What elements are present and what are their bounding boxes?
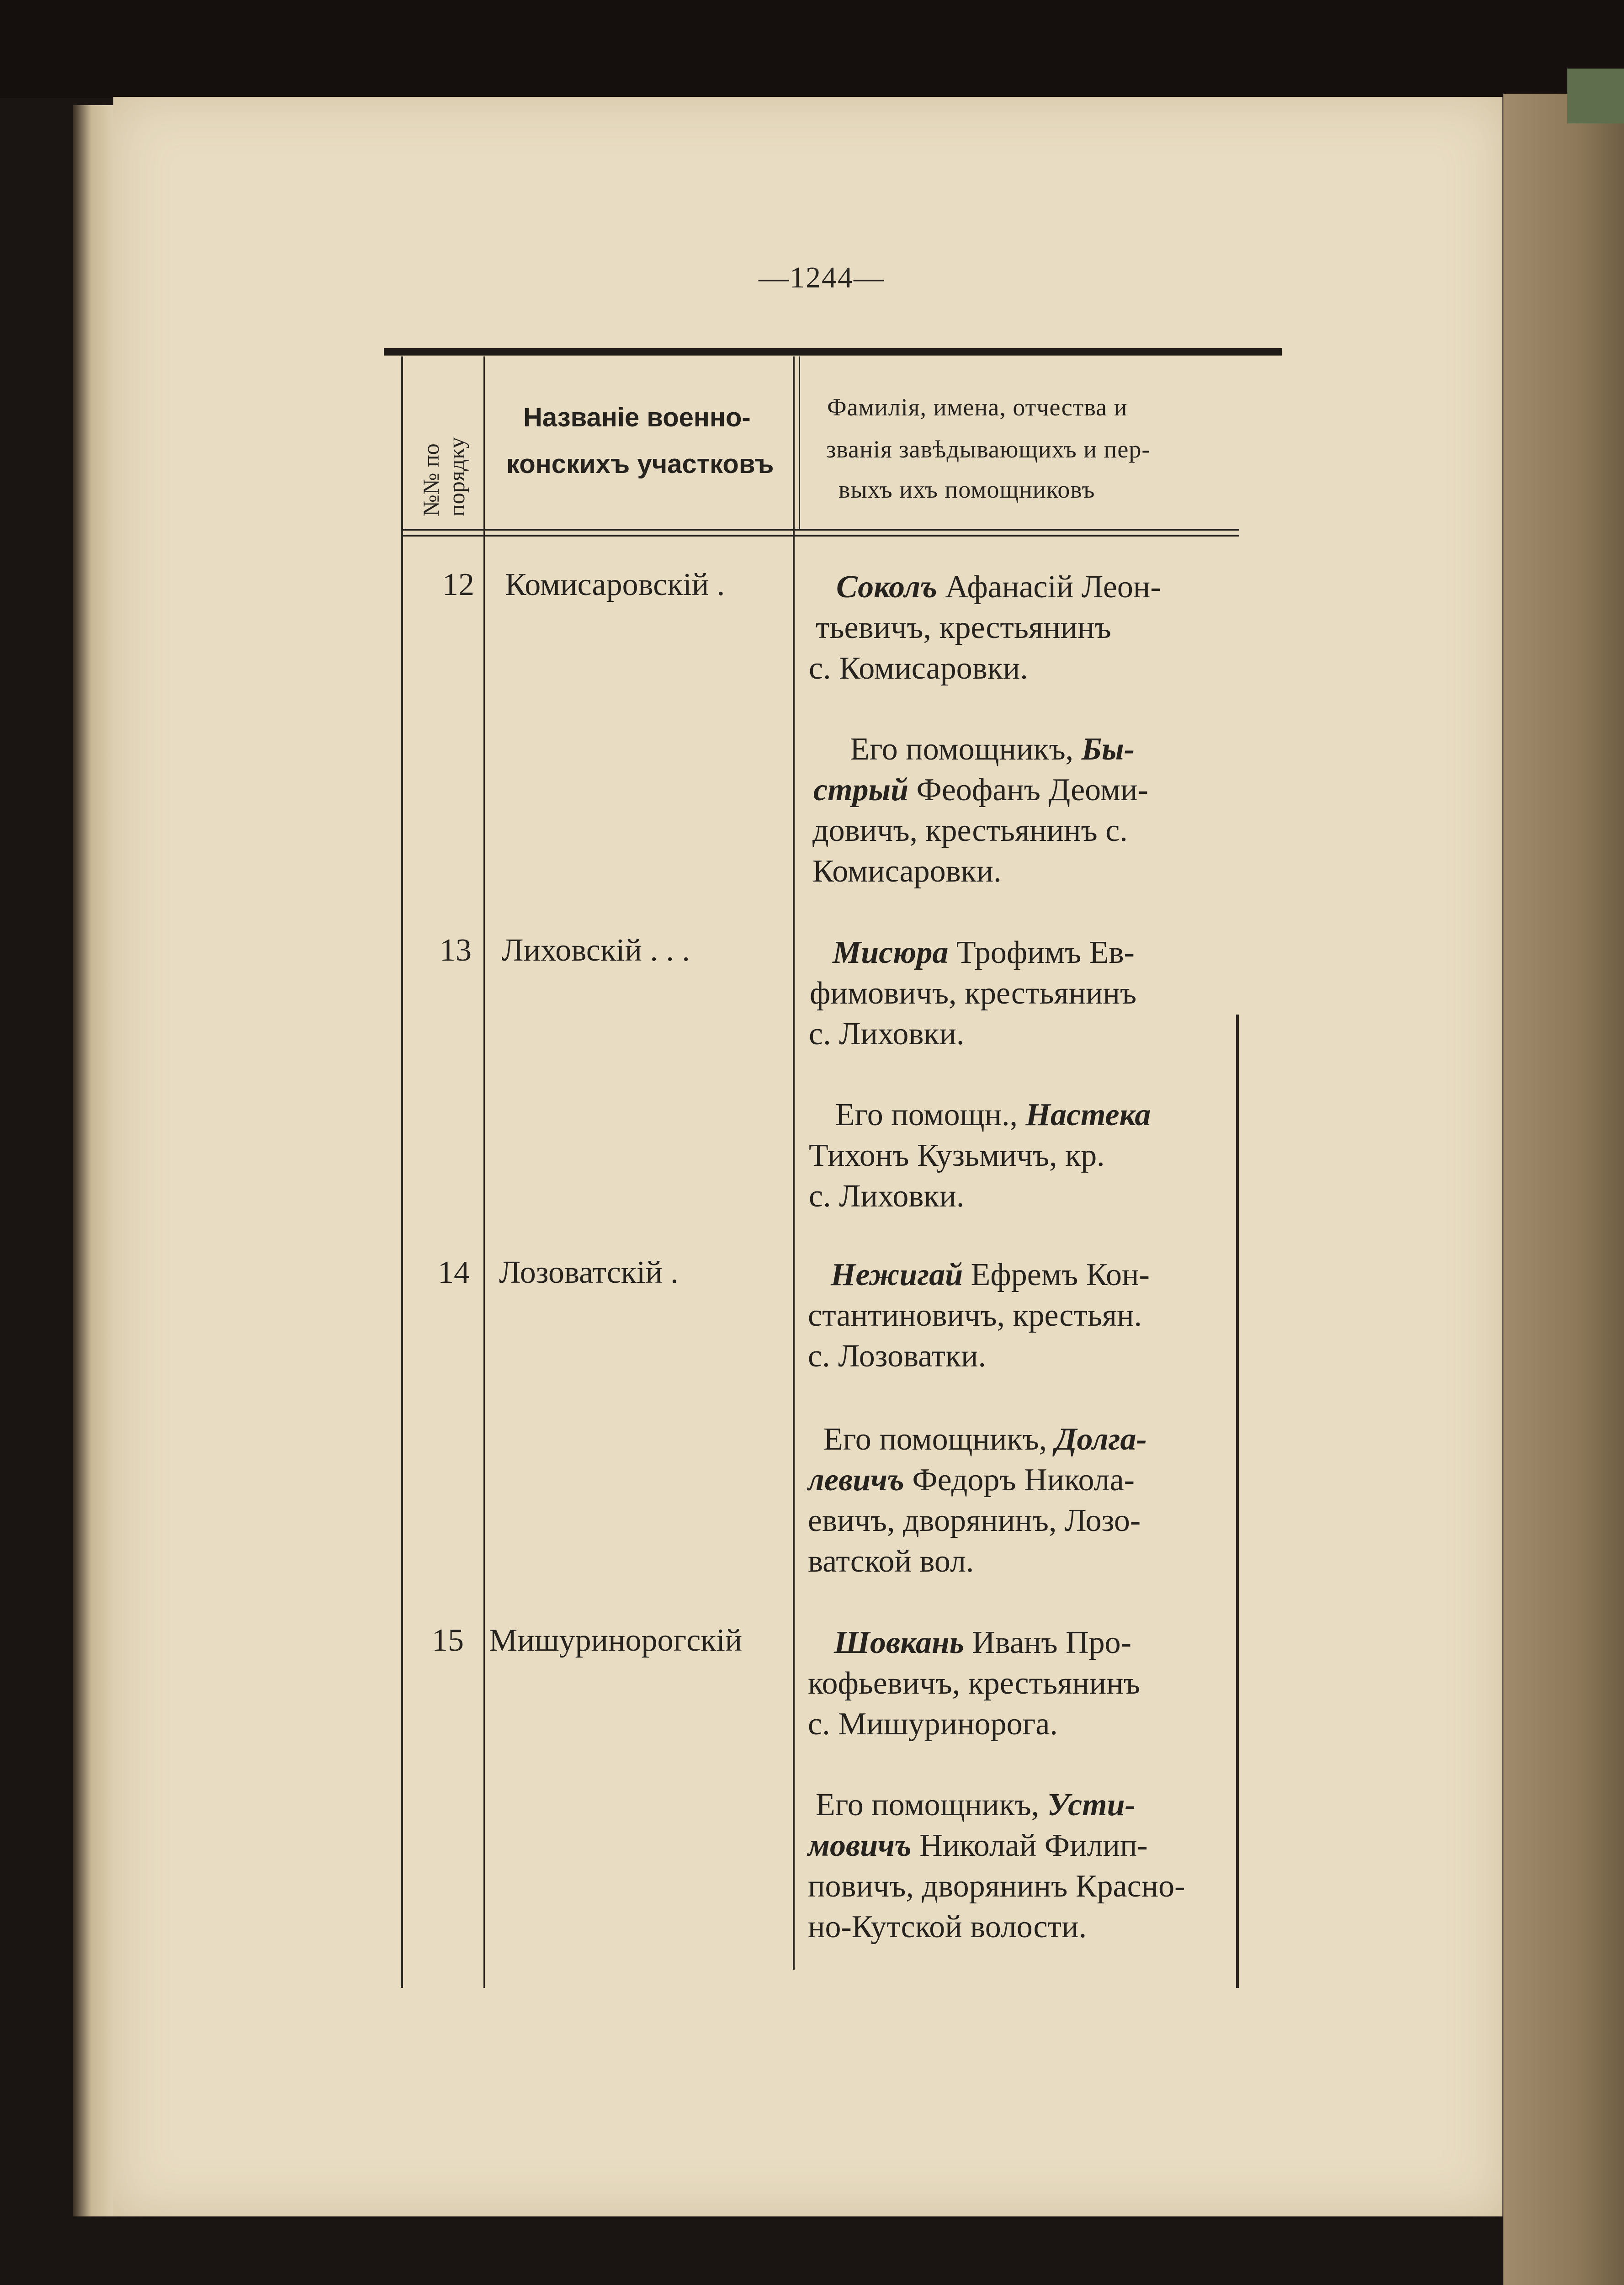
- assistant-line-1: Его помощн., Настека: [835, 1097, 1151, 1132]
- table-right-rule: [1236, 1015, 1239, 1988]
- assistant-line-2: мовичъ Николай Филип-: [808, 1828, 1148, 1863]
- district-column-rule: [793, 356, 795, 1970]
- district-column-rule-2: [799, 356, 800, 530]
- head-line-2: кофьевичъ, крестьянинъ: [808, 1666, 1140, 1701]
- head-line-2: фимовичъ, крестьянинъ: [810, 976, 1137, 1011]
- assistant-line-2: левичъ Федоръ Никола-: [808, 1462, 1135, 1498]
- head-line-1: Соколъ Афанасій Леон-: [836, 569, 1161, 605]
- number-column-rule: [483, 356, 485, 1988]
- header-people-line-2: званія завѣдывающихъ и пер-: [826, 436, 1151, 463]
- assistant-line-3: довичъ, крестьянинъ с.: [812, 813, 1128, 848]
- assistant-line-2: стрый Феофанъ Деоми-: [813, 772, 1148, 808]
- head-line-2: стантиновичъ, крестьян.: [808, 1298, 1142, 1333]
- head-line-2: тьевичъ, крестьянинъ: [816, 610, 1111, 645]
- header-district-line-2: конскихъ участковъ: [506, 449, 774, 479]
- assistant-line-3: повичъ, дворянинъ Красно-: [808, 1869, 1185, 1904]
- head-line-3: с. Лиховки.: [809, 1016, 965, 1052]
- row-number: 12: [442, 567, 474, 602]
- assistant-line-3: евичъ, дворянинъ, Лозо-: [808, 1503, 1141, 1538]
- assistant-line-4: но-Кутской волости.: [808, 1909, 1087, 1945]
- district-name: Мишуринорогскій: [489, 1623, 743, 1658]
- district-name: Лозоватскій .: [499, 1255, 679, 1290]
- district-name: Лиховскій . . .: [502, 933, 690, 968]
- assistant-line-1: Его помощникъ, Бы-: [850, 732, 1135, 767]
- assistant-line-1: Его помощникъ, Долга-: [823, 1422, 1147, 1457]
- header-people-line-1: Фамилія, имена, отчества и: [827, 393, 1128, 421]
- head-line-1: Мисюра Трофимъ Ев-: [833, 935, 1135, 970]
- assistant-line-4: ватской вол.: [808, 1544, 974, 1579]
- assistant-line-1: Его помощникъ, Усти-: [816, 1787, 1136, 1823]
- head-line-3: с. Комисаровки.: [809, 651, 1028, 686]
- scan-background: [0, 0, 1624, 98]
- table-left-rule: [401, 356, 403, 1988]
- assistant-line-3: с. Лиховки.: [809, 1179, 965, 1214]
- book-cover-edge: [1567, 69, 1624, 123]
- district-name: Комисаровскій .: [505, 567, 725, 602]
- head-line-3: с. Лозоватки.: [808, 1339, 986, 1374]
- table-top-rule: [384, 348, 1282, 356]
- header-district-line-1: Названіе военно-: [523, 403, 751, 432]
- header-bottom-rule-2: [402, 535, 1239, 537]
- row-number: 15: [432, 1623, 464, 1658]
- head-line-3: с. Мишуринорога.: [808, 1706, 1058, 1742]
- page-number: —1244—: [759, 261, 885, 294]
- header-bottom-rule: [402, 529, 1239, 531]
- head-line-1: Шовкань Иванъ Про-: [834, 1625, 1131, 1660]
- row-number: 13: [440, 933, 472, 968]
- assistant-line-2: Тихонъ Кузьмичъ, кр.: [809, 1138, 1105, 1173]
- header-people-line-3: выхъ ихъ помощниковъ: [839, 476, 1095, 503]
- page-stack-edge: [73, 105, 119, 2216]
- adjacent-page-edge: [1503, 94, 1624, 2285]
- row-number: 14: [438, 1255, 470, 1290]
- assistant-line-4: Комисаровки.: [812, 854, 1002, 889]
- header-number-column: №№ по порядку: [418, 437, 469, 516]
- head-line-1: Нежигай Ефремъ Кон-: [831, 1257, 1150, 1292]
